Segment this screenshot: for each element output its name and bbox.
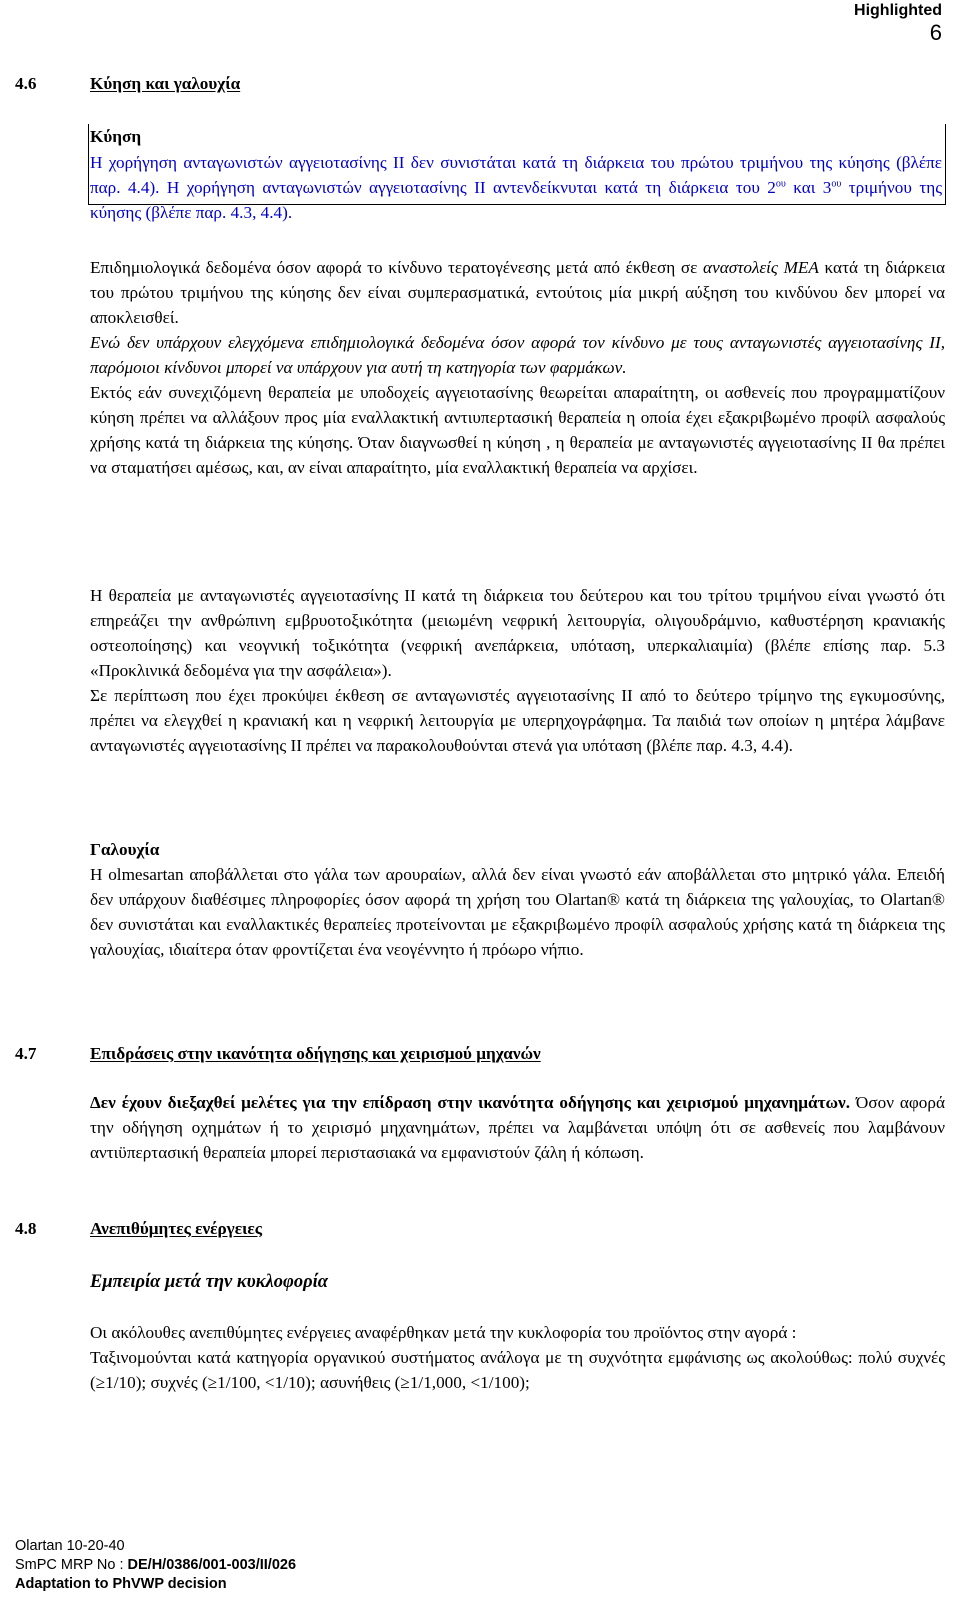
highlighted-label: Highlighted	[854, 2, 942, 19]
paragraph-epidemiology	[90, 255, 945, 330]
highlighted-text	[90, 150, 942, 225]
footer-smpc-label: SmPC MRP No :	[15, 1557, 128, 1573]
paragraph-controlled-data: Ενώ δεν υπάρχουν ελεγχόμενα επιδημιολογικά δεδομένα όσον αφορά τον κίνδυνο με τους ανταγωνιστές αγγειοτασίνης ΙΙ, παρόμοιοι κίνδυνοι μπορεί να υπάρχουν για αυτή τη κατηγορία των φαρμάκων.	[90, 333, 945, 377]
pregnancy-heading: Κύηση	[90, 127, 142, 146]
lactation-heading: Γαλουχία	[90, 840, 160, 859]
box-text-3: τριμήνου της κύησης (βλέπε παρ. 4.3, 4.4).	[90, 178, 943, 222]
pregnancy-body-2	[90, 583, 945, 758]
section-number-4-8: 4.8	[15, 1219, 37, 1238]
footer-smpc	[15, 1556, 296, 1575]
p1-italic: αναστολείς ΜΕΑ	[703, 258, 819, 277]
footer-smpc-value: DE/H/0386/001-003/II/026	[127, 1557, 297, 1573]
driving-bold: Δεν έχουν διεξαχθεί μελέτες για την επίδραση στην ικανότητα οδήγησης και χειρισμού μηχανημάτων.	[90, 1093, 851, 1112]
paragraph-driving	[90, 1090, 945, 1165]
page-header	[854, 2, 942, 46]
paragraph-lactation: Η olmesartan αποβάλλεται στο γάλα των αρουραίων, αλλά δεν είναι γνωστό εάν αποβάλλεται στο μητρικό γάλα. Επειδή δεν υπάρχουν διαθέσιμες πληροφορίες όσον αφορά τη χρήση του Olartan® κατά τη διάρκεια της γαλουχίας, το Olartan® δεν συνιστάται και εναλλακτικές θεραπείες προτείνονται με εξακριβωμένο προφίλ ασφαλούς χρήσης κατά τη διάρκεια της γαλουχίας, ιδιαίτερα όταν φροντίζεται ένα νεογέννητο ή πρόωρο νήπιο.	[90, 865, 945, 959]
paragraph-exposure: Σε περίπτωση που έχει προκύψει έκθεση σε ανταγωνιστές αγγειοτασίνης ΙΙ από το δεύτερο τρίμηνο της εγκυμοσύνης, πρέπει να ελεγχθεί η κρανιακή και η νεφρική λειτουργία με υπερηχογράφημα. Τα παιδιά των οποίων η μητέρα λάμβανε ανταγωνιστές αγγειοτασίνης ΙΙ πρέπει να παρακολουθούνται στενά για υπόταση (βλέπε παρ. 4.3, 4.4).	[90, 686, 945, 755]
footer	[15, 1537, 296, 1594]
section-number-4-7: 4.7	[15, 1044, 37, 1063]
page-number: 6	[929, 20, 942, 45]
section-title-4-7: Επιδράσεις στην ικανότητα οδήγησης και χειρισμού μηχανών	[90, 1044, 541, 1063]
paragraph-second-third-trimester: Η θεραπεία με ανταγωνιστές αγγειοτασίνης ΙΙ κατά τη διάρκεια του δεύτερου και του τρίτου τριμήνου είναι γνωστό ότι επηρεάζει την ανθρώπινη εμβρυοτοξικότητα (μειωμένη νεφρική λειτουργία, ολιγουδράμνιο, καθυστέρηση κρανιακής οστεοποίησης) και νεογνική τοξικότητα (νεφρική ανεπάρκεια, υπόταση, υπερκαλιαιμία) (βλέπε επίσης παρ. 5.3 «Προκλινικά δεδομένα για την ασφάλεια»).	[90, 586, 945, 680]
paragraph-adverse-frequency: Ταξινομούνται κατά κατηγορία οργανικού συστήματος ανάλογα με τη συχνότητα εμφάνισης ως ακολούθως: πολύ συχνές (≥1/10); συχνές (≥1/100, <1/10); ασυνήθεις (≥1/1,000, <1/100);	[90, 1348, 945, 1392]
footer-product: Olartan 10-20-40	[15, 1538, 125, 1554]
driving-body	[90, 1090, 945, 1165]
section-title-4-8: Ανεπιθύμητες ενέργειες	[90, 1219, 262, 1238]
box-text-1: Η χορήγηση ανταγωνιστών αγγειοτασίνης ΙΙ δεν συνιστάται κατά τη διάρκεια του πρώτου τριμήνου της κύησης (βλέπε παρ. 4.4). Η χορήγηση ανταγωνιστών αγγειοτασίνης ΙΙ αντενδείκνυται κατά τη διάρκεια του 2	[90, 153, 942, 197]
driving-rest: Όσον αφορά την οδήγηση οχημάτων ή το χειρισμό μηχανημάτων, πρέπει να λαμβάνεται υπόψη ότι σε ασθενείς που λαμβάνουν αντιϋπερτασική θεραπεία μπορεί περιστασιακά να εμφανιστούν ζάλη ή κόπωση.	[90, 1093, 945, 1162]
p1-end: κατά τη διάρκεια του πρώτου τριμήνου της κύησης δεν είναι συμπερασματικά, εντούτοις μία μικρή αύξηση του κινδύνου δεν μπορεί να αποκλεισθεί.	[90, 258, 945, 327]
p1-start: Επιδημιολογικά δεδομένα όσον αφορά το κίνδυνο τερατογένεσης μετά από έκθεση σε	[90, 258, 704, 277]
section-title-4-6: Κύηση και γαλουχία	[90, 74, 241, 93]
section-number-4-6: 4.6	[15, 74, 37, 93]
pregnancy-body	[90, 255, 945, 480]
footer-adaptation: Adaptation to PhVWP decision	[15, 1576, 227, 1592]
paragraph-continued-therapy: Εκτός εάν συνεχιζόμενη θεραπεία με υποδοχείς αγγειοτασίνης θεωρείται απαραίτητη, οι ασθενείς που προγραμματίζουν κύηση πρέπει να αλλάξουν προς μία εναλλακτική αντιυπερτασική θεραπεία η οποία έχει εξακριβωμένο προφίλ ασφαλούς χρήσης κατά τη διάρκεια της κύησης. Όταν διαγνωσθεί η κύηση , η θεραπεία με ανταγωνιστές αγγειοτασίνης ΙΙ θα πρέπει να σταματήσει αμέσως, και, αν είναι απαραίτητο, μία εναλλακτική θεραπεία να αρχίσει.	[90, 383, 945, 477]
box-text-2: και 3	[785, 178, 832, 197]
paragraph-adverse-intro: Οι ακόλουθες ανεπιθύμητες ενέργειες αναφέρθηκαν μετά την κυκλοφορία του προϊόντος στην αγορά :	[90, 1323, 797, 1342]
box-sup-1: ου	[775, 178, 786, 190]
box-sup-2: ου	[831, 178, 842, 190]
adverse-body	[90, 1320, 945, 1395]
lactation-body	[90, 862, 945, 962]
postmarketing-heading: Εμπειρία μετά την κυκλοφορία	[90, 1272, 328, 1292]
